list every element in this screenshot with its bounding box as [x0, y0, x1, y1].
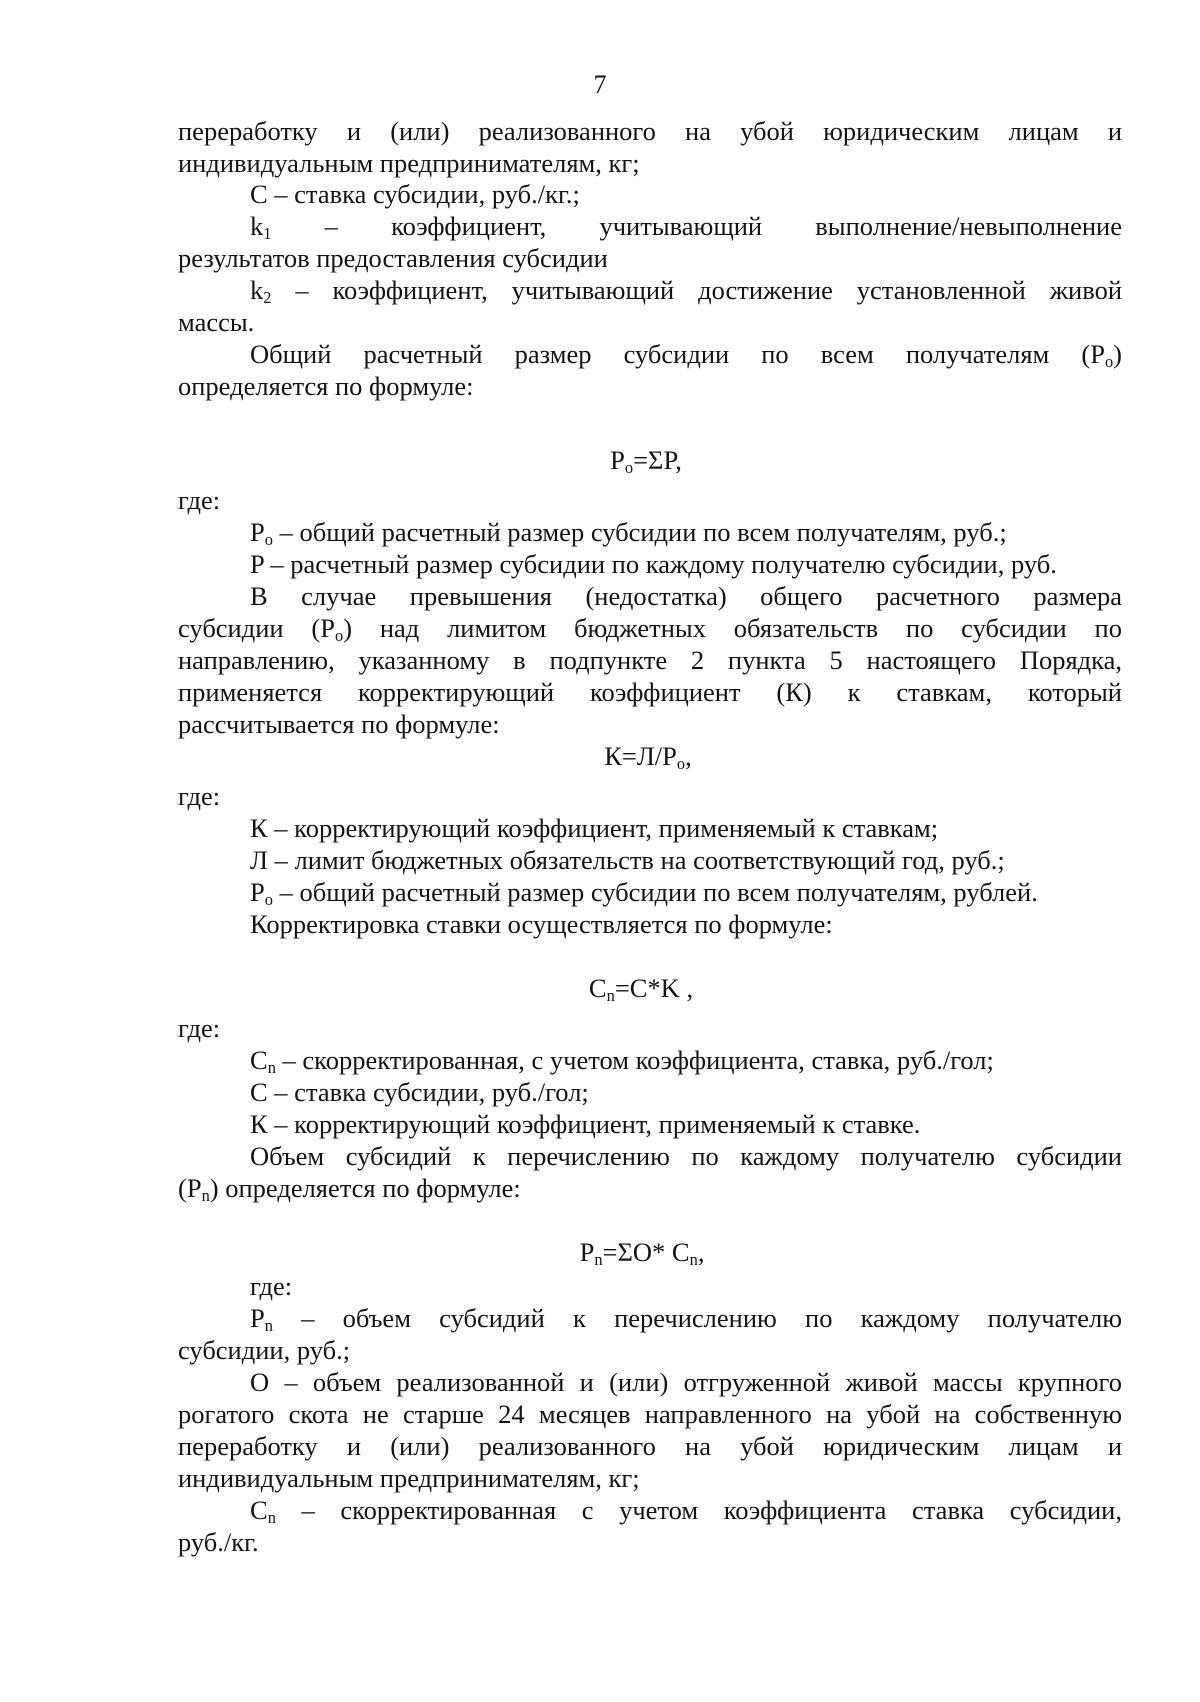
text-line: субсидии $(P_o)$ над лимитом бюджетных обязательств по субсидии по [178, 613, 1122, 646]
text-line: $P_n$ – объем субсидий к перечислению по каждому получателю [250, 1303, 1122, 1336]
text-line: $P_o$ – общий расчетный размер субсидии по всем получателям, руб.; [250, 517, 1007, 550]
text-line: $k_2$ – коэффициент, учитывающий достижение установленной живой [250, 275, 1122, 308]
text-line: рассчитывается по формуле: [178, 709, 500, 739]
text-line: субсидии, руб.; [178, 1335, 351, 1365]
formula-total: $P_o=\Sigma P$, [610, 445, 682, 478]
text-line: С – ставка субсидии, руб./гол; [250, 1077, 589, 1107]
where-label: где: [178, 1013, 221, 1043]
text-line: Корректировка ставки осуществляется по формуле: [250, 909, 833, 939]
text-line: P – расчетный размер субсидии по каждому получателю субсидии, руб. [250, 549, 1057, 579]
where-label: где: [250, 1271, 293, 1301]
text-line: $C_n$ – скорректированная, с учетом коэффициента, ставка, руб./гол; [250, 1045, 994, 1078]
text-line: рогатого скота не старше 24 месяцев направленного на убой на собственную [178, 1399, 1122, 1429]
text-line: О – объем реализованной и (или) отгруженной живой массы крупного [250, 1367, 1122, 1397]
text-line: индивидуальным предпринимателям, кг; [178, 148, 640, 178]
text-line: руб./кг. [178, 1527, 259, 1557]
text-line: $P_o$ – общий расчетный размер субсидии по всем получателям, рублей. [250, 877, 1038, 910]
text-line: применяется корректирующий коэффициент (К) к ставкам, который [178, 677, 1122, 707]
text-line: В случае превышения (недостатка) общего расчетного размера [250, 581, 1122, 611]
text-line: К – корректирующий коэффициент, применяемый к ставкам; [250, 813, 939, 843]
text-line: $(P_n)$ определяется по формуле: [178, 1173, 521, 1206]
text-line: $k_1$ – коэффициент, учитывающий выполнение/невыполнение [250, 211, 1122, 244]
formula-transfer: $P_n=\Sigma O*$ $C_n$, [579, 1237, 705, 1270]
page-number: 7 [593, 70, 607, 99]
text-line: Общий расчетный размер субсидии по всем получателям $(P_o)$ [250, 339, 1122, 372]
text-line: Объем субсидий к перечислению по каждому получателю субсидии [250, 1141, 1122, 1171]
text-line: массы. [178, 307, 255, 337]
where-label: где: [178, 781, 221, 811]
text-line: К – корректирующий коэффициент, применяемый к ставке. [250, 1109, 921, 1139]
text-line: направлению, указанному в подпункте 2 пункта 5 настоящего Порядка, [178, 645, 1122, 675]
text-line: С – ставка субсидии, руб./кг.; [250, 179, 580, 209]
text-line: $C_n$ – скорректированная с учетом коэффициента ставка субсидии, [250, 1495, 1122, 1528]
text-line: результатов предоставления субсидии [178, 243, 608, 273]
formula-rate: $C_n=C*K$ , [588, 973, 694, 1006]
text-line: переработку и (или) реализованного на убой юридическим лицам и [178, 116, 1122, 146]
where-label: где: [178, 485, 221, 515]
text-line: определяется по формуле: [178, 371, 474, 401]
formula-coefficient: $К=Л/P_o$, [604, 741, 692, 774]
text-line: индивидуальным предпринимателям, кг; [178, 1463, 640, 1493]
text-line: переработку и (или) реализованного на убой юридическим лицам и [178, 1431, 1122, 1461]
text-line: Л – лимит бюджетных обязательств на соответствующий год, руб.; [250, 845, 1005, 875]
